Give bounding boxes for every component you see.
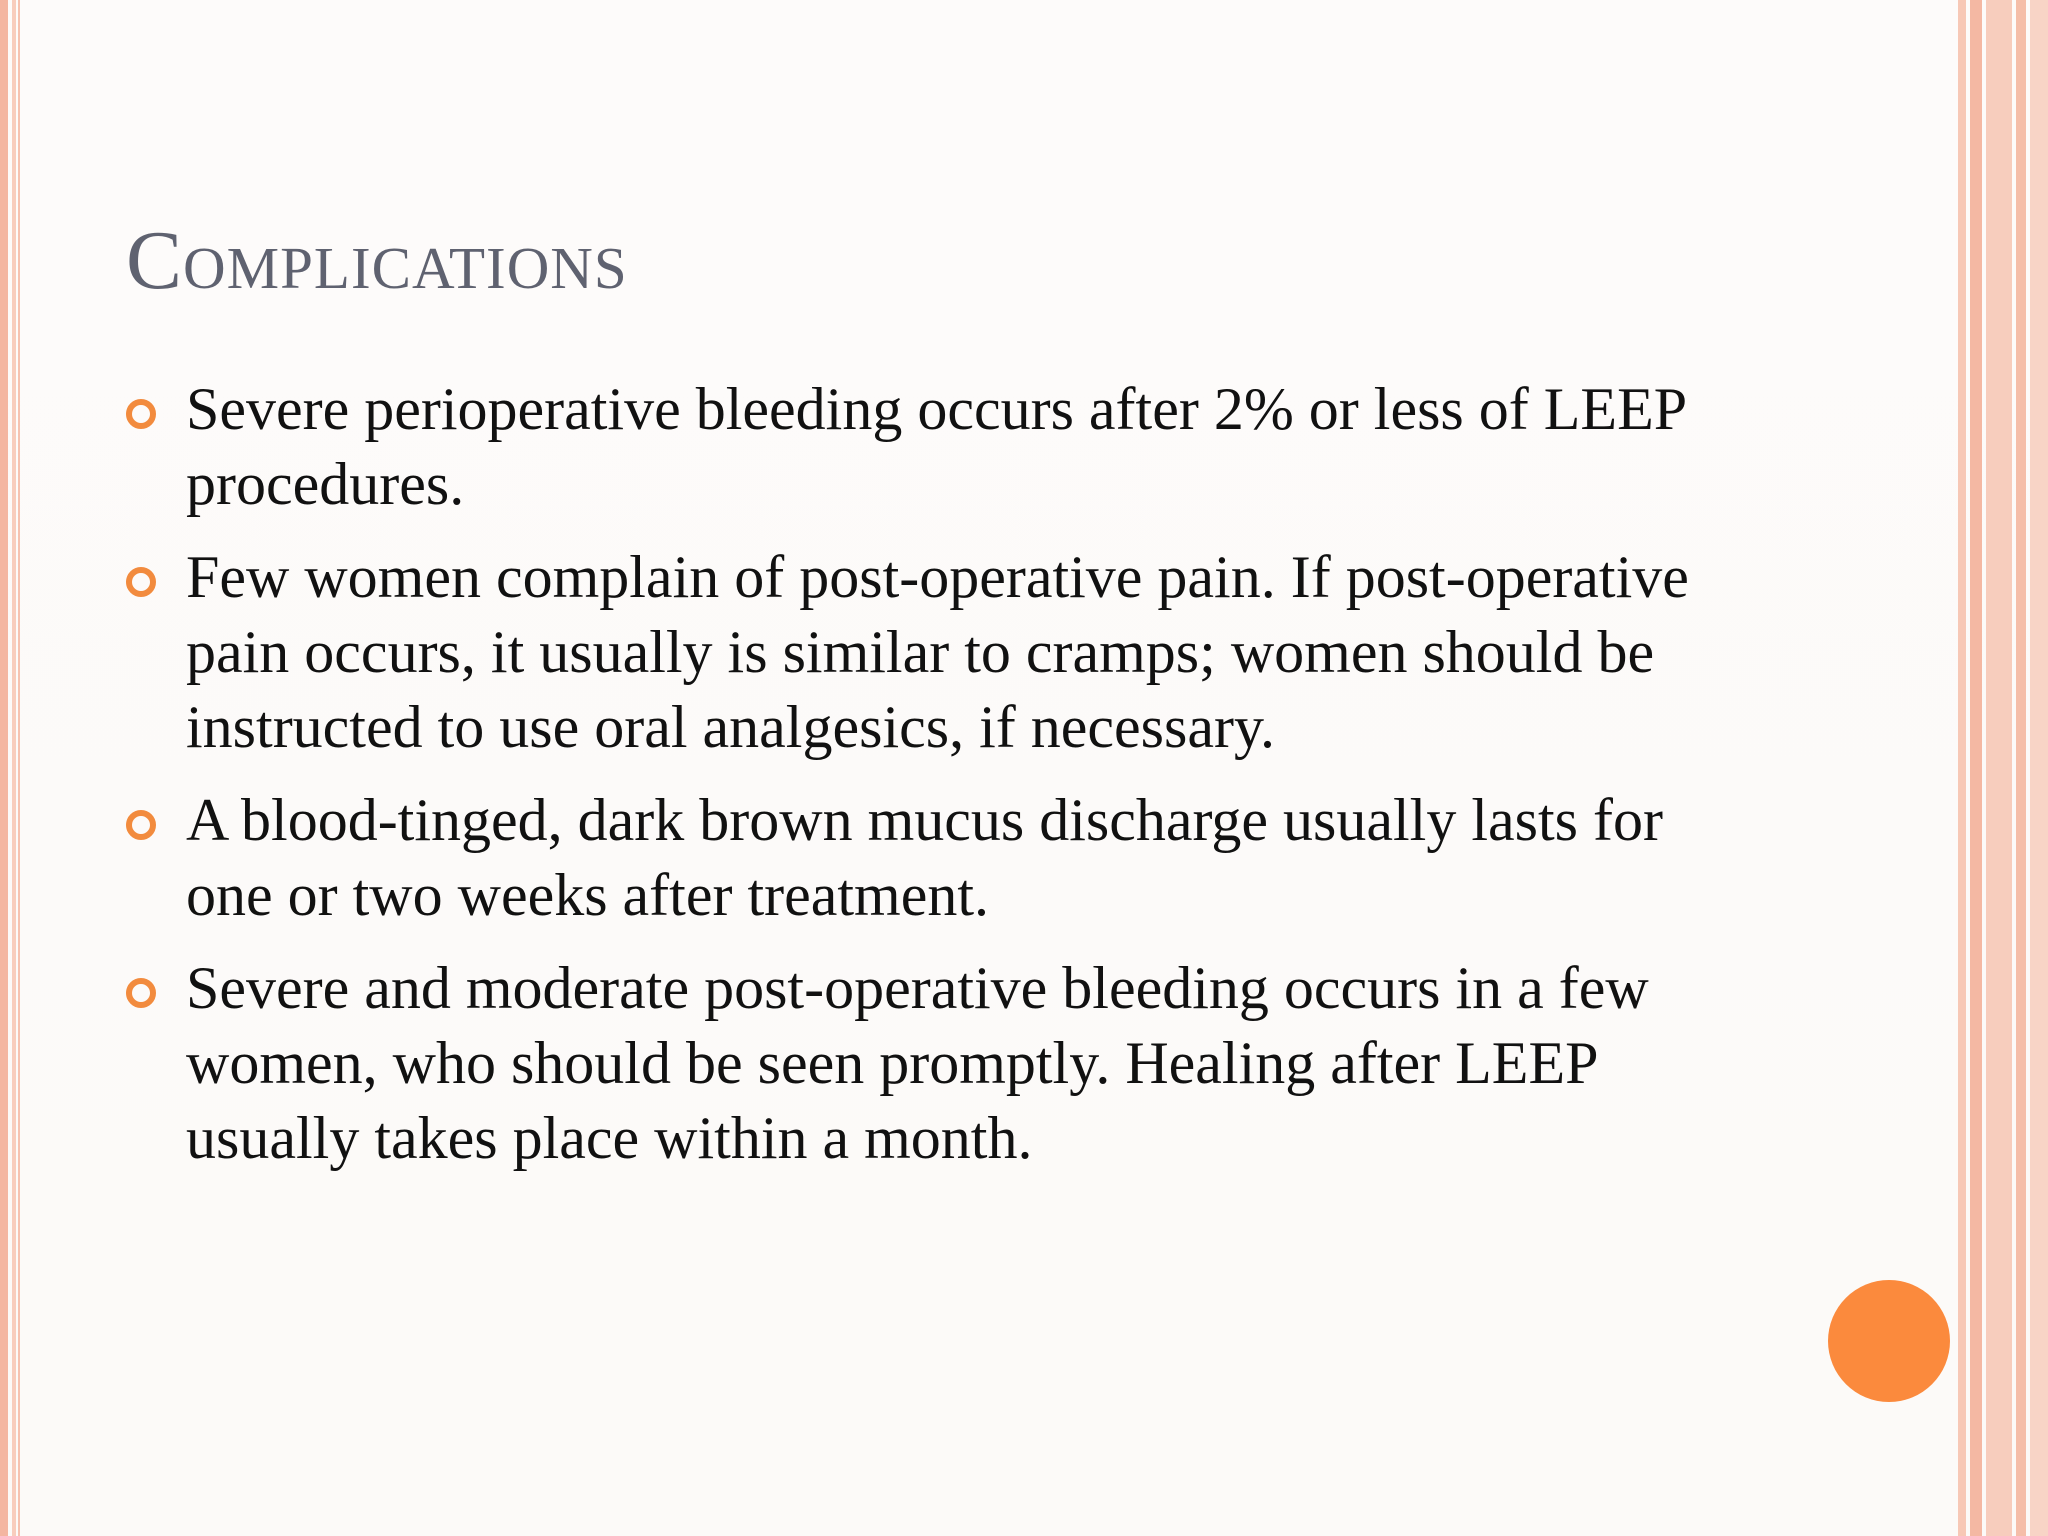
- circle-bullet-icon: [126, 567, 156, 597]
- right-border-stripe: [1970, 0, 1982, 1536]
- left-border-stripe: [18, 0, 20, 1536]
- right-border-stripe: [1986, 0, 2012, 1536]
- circle-bullet-icon: [126, 399, 156, 429]
- circle-bullet-icon: [126, 978, 156, 1008]
- right-border-stripe: [2016, 0, 2026, 1536]
- left-border-stripe: [0, 0, 8, 1536]
- bullet-text: Few women complain of post-operative pain. If post-operative pain occurs, it usually is similar to cramps; women should be instructed to use oral analgesics, if necessary.: [186, 544, 1689, 760]
- right-border-stripe: [2030, 0, 2048, 1536]
- orange-circle-decoration: [1828, 1280, 1950, 1402]
- slide-title: Complications: [126, 214, 628, 307]
- bullet-list: [120, 372, 1740, 1194]
- bullet-item: [120, 540, 1740, 765]
- right-border-stripe: [1958, 0, 1966, 1536]
- bullet-text: Severe and moderate post-operative bleeding occurs in a few women, who should be seen promptly. Healing after LEEP usually takes place within a month.: [186, 955, 1649, 1171]
- left-border-stripe: [12, 0, 16, 1536]
- bullet-text: Severe perioperative bleeding occurs after 2% or less of LEEP procedures.: [186, 376, 1685, 517]
- bullet-text: A blood-tinged, dark brown mucus discharge usually lasts for one or two weeks after treatment.: [186, 787, 1663, 928]
- bullet-item: [120, 372, 1740, 522]
- bullet-item: [120, 783, 1740, 933]
- circle-bullet-icon: [126, 810, 156, 840]
- bullet-item: [120, 951, 1740, 1176]
